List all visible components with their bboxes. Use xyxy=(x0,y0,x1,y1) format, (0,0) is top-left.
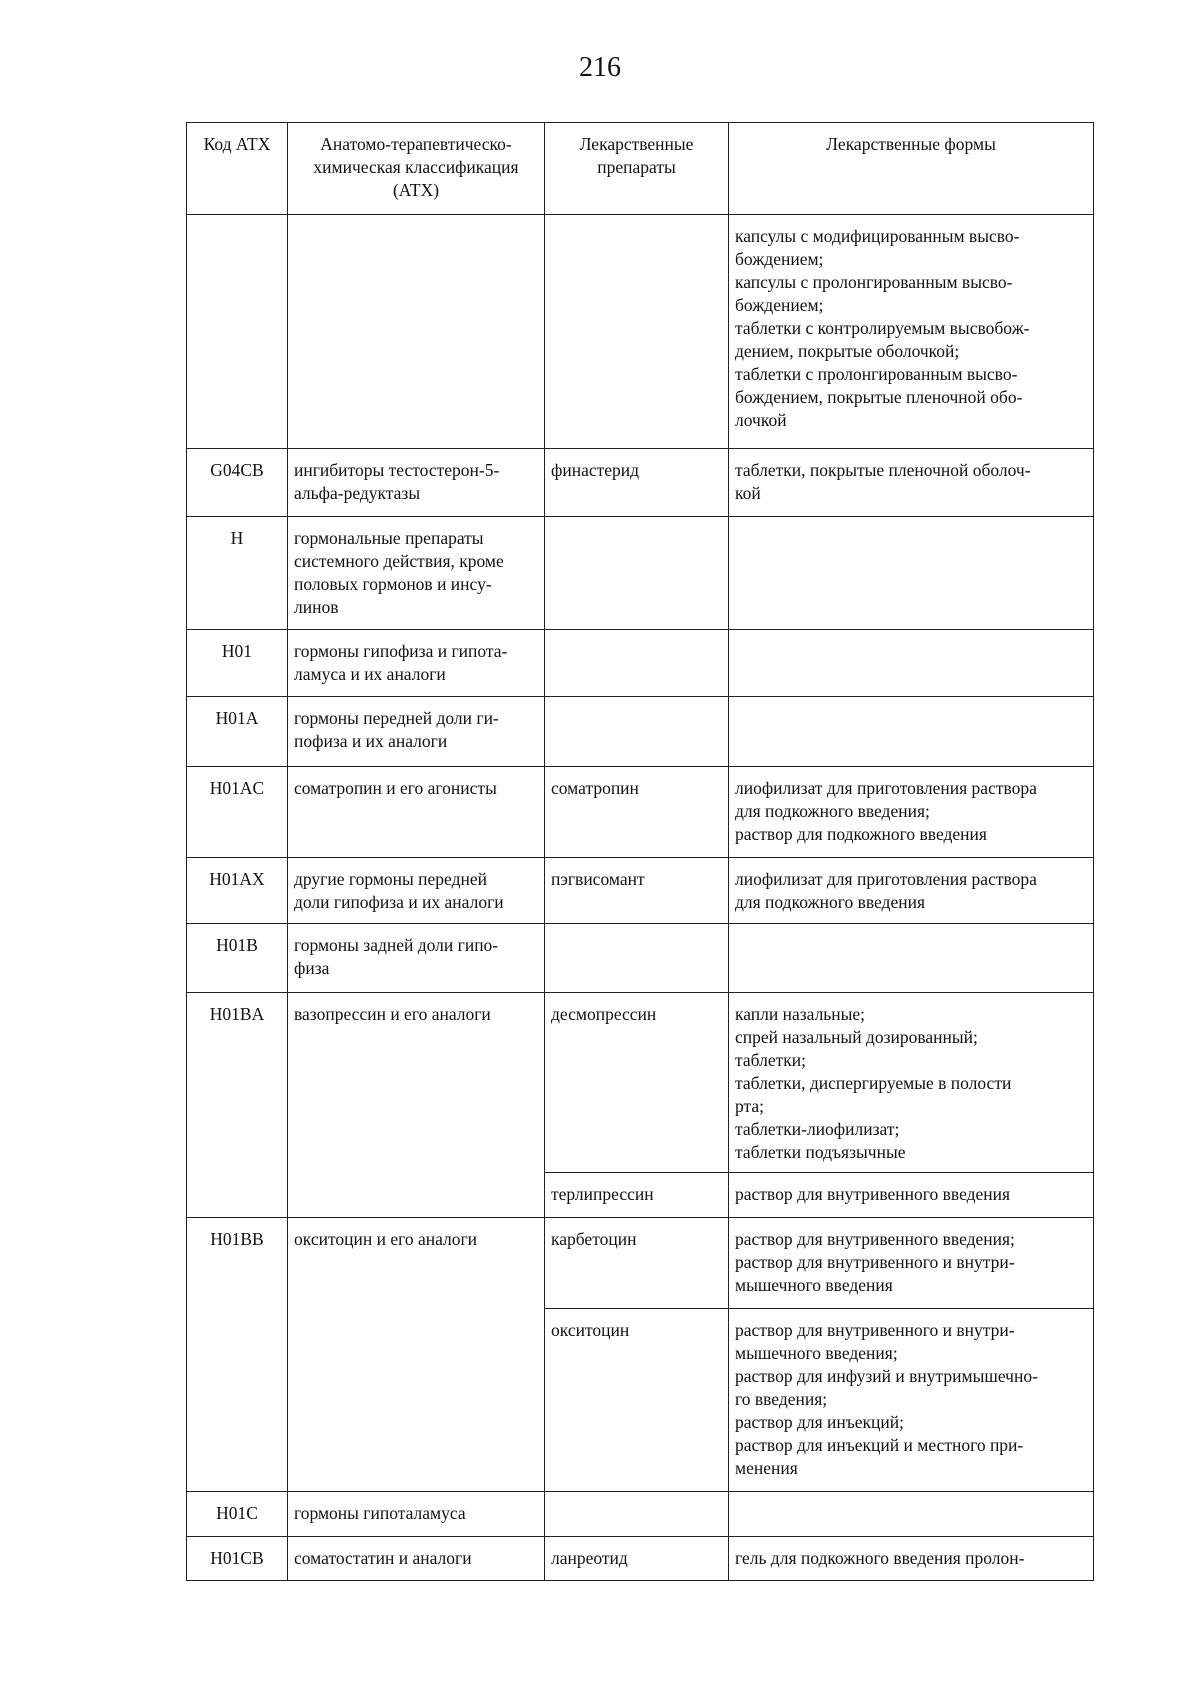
cell-drug: карбетоцин xyxy=(545,1218,729,1309)
table-row xyxy=(187,630,1094,697)
cell-drug xyxy=(545,517,729,630)
cell-drug: терлипрессин xyxy=(545,1173,729,1218)
page-number: 216 xyxy=(579,52,621,83)
cell-code: H01C xyxy=(187,1492,288,1537)
cell-forms xyxy=(729,1492,1094,1537)
header-classification: Анатомо-терапевтическо- химическая классификация (АТХ) xyxy=(288,123,545,215)
cell-code: H01CB xyxy=(187,1537,288,1581)
table-row xyxy=(187,697,1094,767)
cell-forms: раствор для внутривенного введения xyxy=(729,1173,1094,1218)
cell-forms xyxy=(729,630,1094,697)
cell-classification: другие гормоны передней доли гипофиза и их аналоги xyxy=(288,858,545,924)
cell-drug: окситоцин xyxy=(545,1309,729,1492)
cell-drug xyxy=(545,215,729,449)
cell-classification: соматостатин и аналоги xyxy=(288,1537,545,1581)
cell-forms: раствор для внутривенного и внутри- мышечного введения; раствор для инфузий и внутримышечно- го введения; раствор для инъекций; раствор для инъекций и местного при- менения xyxy=(729,1309,1094,1492)
table-row xyxy=(187,1537,1094,1581)
cell-classification: гормоны гипофиза и гипота- ламуса и их аналоги xyxy=(288,630,545,697)
cell-drug xyxy=(545,924,729,993)
cell-forms: капсулы с модифицированным высво- бождением; капсулы с пролонгированным высво- бождением; таблетки с контролируемым высвобож- дением, покрытые оболочкой; таблетки с пролонгированным высво- бождением, покрытые пленочной обо- лочкой xyxy=(729,215,1094,449)
cell-classification: гормоны передней доли ги- пофиза и их аналоги xyxy=(288,697,545,767)
cell-code xyxy=(187,215,288,449)
cell-forms: раствор для внутривенного введения; раствор для внутривенного и внутри- мышечного введения xyxy=(729,1218,1094,1309)
cell-forms xyxy=(729,517,1094,630)
cell-classification: гормоны задней доли гипо- физа xyxy=(288,924,545,993)
cell-drug xyxy=(545,697,729,767)
cell-drug: соматропин xyxy=(545,767,729,858)
table-row xyxy=(187,767,1094,858)
cell-classification: окситоцин и его аналоги xyxy=(288,1218,545,1492)
cell-forms: лиофилизат для приготовления раствора для подкожного введения; раствор для подкожного введения xyxy=(729,767,1094,858)
cell-code: H01AX xyxy=(187,858,288,924)
cell-code: H01AC xyxy=(187,767,288,858)
cell-code: H01B xyxy=(187,924,288,993)
cell-code: H xyxy=(187,517,288,630)
table-row xyxy=(187,449,1094,517)
cell-code: G04CB xyxy=(187,449,288,517)
header-drugs: Лекарственные препараты xyxy=(545,123,729,215)
cell-classification: гормоны гипоталамуса xyxy=(288,1492,545,1537)
cell-forms: гель для подкожного введения пролон- xyxy=(729,1537,1094,1581)
table-row xyxy=(187,517,1094,630)
cell-drug: ланреотид xyxy=(545,1537,729,1581)
cell-forms xyxy=(729,924,1094,993)
table-row xyxy=(187,1492,1094,1537)
cell-forms: капли назальные; спрей назальный дозированный; таблетки; таблетки, диспергируемые в полости рта; таблетки-лиофилизат; таблетки подъязычные xyxy=(729,993,1094,1173)
cell-classification xyxy=(288,215,545,449)
cell-drug xyxy=(545,630,729,697)
header-code: Код АТХ xyxy=(187,123,288,215)
atx-table xyxy=(186,122,1094,1581)
table-row xyxy=(187,858,1094,924)
cell-drug xyxy=(545,1492,729,1537)
table-row xyxy=(187,1218,1094,1309)
table-row xyxy=(187,924,1094,993)
cell-forms: таблетки, покрытые пленочной оболоч- кой xyxy=(729,449,1094,517)
header-forms: Лекарственные формы xyxy=(729,123,1094,215)
cell-classification: соматропин и его агонисты xyxy=(288,767,545,858)
cell-code: H01 xyxy=(187,630,288,697)
cell-forms xyxy=(729,697,1094,767)
table-row xyxy=(187,993,1094,1173)
cell-classification: ингибиторы тестостерон-5- альфа-редуктазы xyxy=(288,449,545,517)
cell-classification: гормональные препараты системного действия, кроме половых гормонов и инсу- линов xyxy=(288,517,545,630)
cell-drug: финастерид xyxy=(545,449,729,517)
cell-forms: лиофилизат для приготовления раствора для подкожного введения xyxy=(729,858,1094,924)
cell-drug: пэгвисомант xyxy=(545,858,729,924)
cell-code: H01BB xyxy=(187,1218,288,1492)
cell-classification: вазопрессин и его аналоги xyxy=(288,993,545,1218)
table-header-row xyxy=(187,123,1094,215)
table-row xyxy=(187,215,1094,449)
cell-drug: десмопрессин xyxy=(545,993,729,1173)
cell-code: H01BA xyxy=(187,993,288,1218)
cell-code: H01A xyxy=(187,697,288,767)
